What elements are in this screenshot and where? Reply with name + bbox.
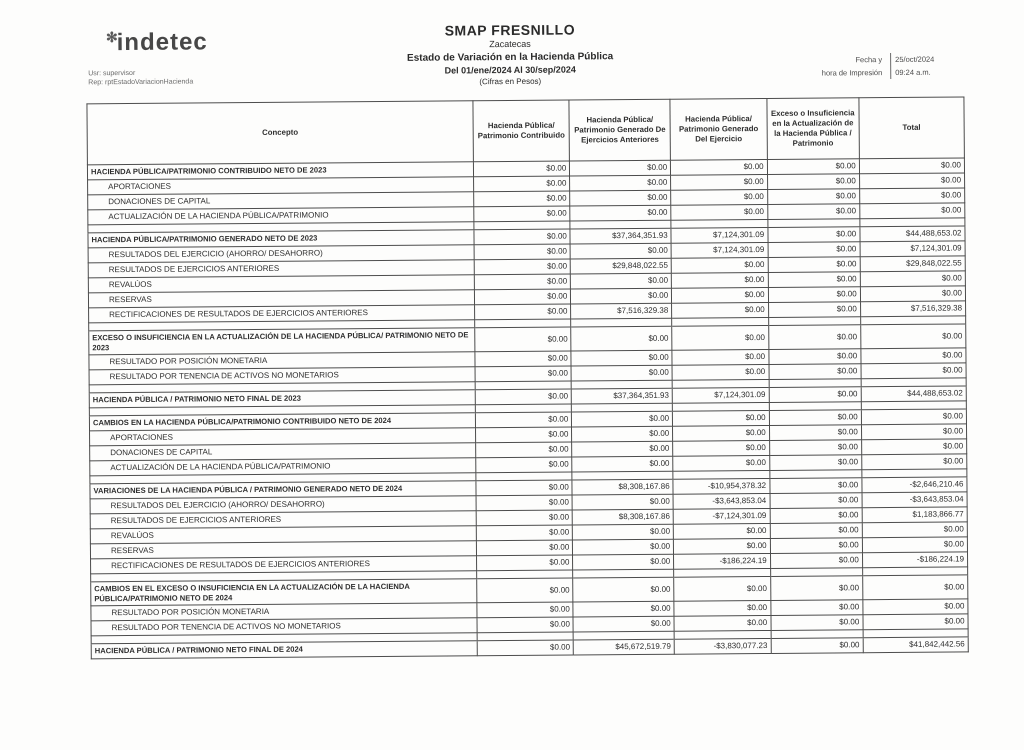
row-value: $0.00: [477, 578, 574, 603]
row-label: ACTUALIZACIÓN DE LA HACIENDA PÚBLICA/PATRIMONIO: [88, 207, 474, 225]
row-value: $7,516,329.38: [860, 301, 965, 317]
row-value: -$3,830,077.23: [674, 638, 771, 654]
row-value: $0.00: [767, 159, 859, 175]
row-value: $0.00: [673, 440, 770, 456]
row-value: -$186,224.19: [862, 552, 967, 568]
row-value: $0.00: [476, 510, 573, 526]
row-label: APORTACIONES: [88, 177, 474, 195]
row-label: RESULTADO POR TENENCIA DE ACTIVOS NO MONETARIOS: [91, 618, 477, 636]
row-value: $0.00: [769, 440, 861, 456]
row-value: $0.00: [863, 599, 968, 615]
row-value: -$7,124,301.09: [673, 508, 770, 524]
report-heading: [0, 18, 1022, 90]
row-value: $8,308,167.86: [572, 509, 673, 525]
row-value: $0.00: [771, 638, 863, 654]
row-value: $0.00: [672, 302, 769, 318]
row-value: $0.00: [573, 577, 674, 602]
statement-table: [86, 96, 968, 659]
row-value: $0.00: [572, 426, 673, 442]
row-value: $1,183,866.77: [862, 507, 967, 523]
report-title: SMAP FRESNILLO: [444, 21, 576, 39]
row-label: RESULTADO POR POSICIÓN MONETARIA: [91, 603, 477, 621]
row-value: $0.00: [769, 349, 861, 365]
row-value: $0.00: [474, 229, 571, 245]
row-value: $0.00: [571, 288, 672, 304]
row-value: $0.00: [860, 324, 965, 349]
row-label: CAMBIOS EN LA HACIENDA PÚBLICA/PATRIMONIO CONTRIBUIDO NETO DE 2024: [89, 413, 475, 431]
row-value: $0.00: [769, 364, 861, 380]
row-value: $0.00: [473, 176, 570, 192]
row-value: $0.00: [768, 227, 860, 243]
row-value: $0.00: [476, 525, 573, 541]
row-label: RESULTADOS DE EJERCICIOS ANTERIORES: [90, 511, 476, 529]
row-value: $0.00: [475, 351, 572, 367]
row-label: CAMBIOS EN EL EXCESO O INSUFICIENCIA EN LA ACTUALIZACIÓN DE LA HACIENDA PÚBLICA/PATRIMONIO NETO DE 2024: [91, 579, 477, 606]
row-value: $0.00: [474, 259, 571, 275]
row-value: $0.00: [473, 161, 570, 177]
row-value: $0.00: [768, 325, 860, 350]
row-value: $0.00: [862, 522, 967, 538]
row-value: $0.00: [861, 348, 966, 364]
row-value: $0.00: [673, 425, 770, 441]
row-value: $0.00: [571, 326, 672, 351]
row-value: $0.00: [861, 454, 966, 470]
row-value: $0.00: [571, 273, 672, 289]
row-label: REVALÚOS: [90, 526, 476, 544]
row-value: $0.00: [673, 523, 770, 539]
row-value: $0.00: [674, 538, 771, 554]
row-value: -$3,643,853.04: [673, 493, 770, 509]
row-value: $0.00: [770, 508, 862, 524]
row-label: HACIENDA PÚBLICA / PATRIMONIO NETO FINAL DE 2024: [91, 641, 477, 659]
row-value: $0.00: [767, 189, 859, 205]
row-label: RESERVAS: [90, 541, 476, 559]
row-value: $0.00: [671, 272, 768, 288]
row-label: RESULTADOS DEL EJERCICIO (AHORRO/ DESAHORRO): [90, 496, 476, 514]
row-value: $0.00: [770, 538, 862, 554]
row-value: $37,364,351.93: [572, 388, 673, 404]
report-line: Rep: rptEstadoVariacionHacienda: [88, 78, 194, 87]
logo-text: indetec: [116, 28, 208, 57]
row-value: $0.00: [859, 203, 964, 219]
row-value: $0.00: [572, 441, 673, 457]
row-value: $0.00: [861, 439, 966, 455]
row-value: $7,124,301.09: [671, 227, 768, 243]
row-label: APORTACIONES: [90, 428, 476, 446]
row-value: $0.00: [477, 640, 574, 656]
row-value: -$10,954,378.32: [673, 478, 770, 494]
row-value: $0.00: [861, 409, 966, 425]
row-label: RESULTADOS DE EJERCICIOS ANTERIORES: [88, 260, 474, 278]
row-value: $0.00: [862, 575, 967, 600]
row-value: $0.00: [863, 614, 968, 630]
row-label: HACIENDA PÚBLICA / PATRIMONIO NETO FINAL DE 2023: [89, 390, 475, 408]
row-value: $0.00: [771, 600, 863, 616]
row-value: $7,124,301.09: [671, 242, 768, 258]
logo-flower-icon: ✻: [105, 29, 119, 46]
row-value: $0.00: [770, 553, 862, 569]
row-value: $0.00: [571, 350, 672, 366]
row-value: $0.00: [570, 243, 671, 259]
report-units: (Cifras en Pesos): [479, 76, 542, 87]
row-value: $0.00: [573, 524, 674, 540]
row-value: $0.00: [860, 271, 965, 287]
report-name: Estado de Variación en la Hacienda Pública: [406, 51, 614, 64]
row-value: $0.00: [671, 159, 768, 175]
row-value: $0.00: [671, 189, 768, 205]
row-value: $0.00: [771, 615, 863, 631]
row-value: $0.00: [475, 427, 572, 443]
row-value: $0.00: [769, 410, 861, 426]
row-value: $0.00: [859, 158, 964, 174]
row-value: $7,124,301.09: [860, 241, 965, 257]
row-value: $0.00: [769, 425, 861, 441]
row-value: $0.00: [859, 188, 964, 204]
time-label: hora de Impresión: [821, 68, 883, 78]
row-value: $41,842,442.56: [863, 637, 968, 653]
time-value: 09:24 a.m.: [890, 65, 964, 79]
row-value: $8,308,167.86: [572, 479, 673, 495]
row-value: $0.00: [770, 493, 862, 509]
row-value: $0.00: [476, 540, 573, 556]
row-value: $0.00: [474, 289, 571, 305]
row-value: $0.00: [860, 286, 965, 302]
row-value: $0.00: [770, 576, 862, 601]
row-value: $37,364,351.93: [570, 228, 671, 244]
col-header-concepto: Concepto: [87, 101, 473, 165]
row-value: $0.00: [476, 457, 573, 473]
row-value: $0.00: [672, 349, 769, 365]
row-value: $0.00: [474, 191, 571, 207]
row-value: $0.00: [767, 174, 859, 190]
row-value: $0.00: [477, 617, 574, 633]
row-value: $0.00: [671, 204, 768, 220]
row-value: $0.00: [768, 257, 860, 273]
row-label: DONACIONES DE CAPITAL: [90, 443, 476, 461]
row-value: $0.00: [573, 601, 674, 617]
header-row: [87, 97, 964, 165]
row-value: $0.00: [671, 174, 768, 190]
report-period: Del 01/ene/2024 Al 30/sep/2024: [444, 64, 576, 76]
row-value: $0.00: [570, 160, 671, 176]
row-value: $0.00: [571, 365, 672, 381]
row-value: $0.00: [672, 325, 769, 350]
row-label: HACIENDA PÚBLICA/PATRIMONIO CONTRIBUIDO NETO DE 2023: [87, 162, 473, 180]
row-value: $44,488,653.02: [860, 226, 965, 242]
row-value: -$186,224.19: [674, 553, 771, 569]
row-value: $0.00: [476, 555, 573, 571]
row-value: $0.00: [769, 387, 861, 403]
row-value: $0.00: [674, 600, 771, 616]
col-header-total: Total: [859, 97, 965, 159]
row-value: $0.00: [770, 478, 862, 494]
row-value: $0.00: [475, 442, 572, 458]
row-value: $0.00: [475, 389, 572, 405]
row-label: RECTIFICACIONES DE RESULTADOS DE EJERCICIOS ANTERIORES: [89, 305, 475, 323]
row-value: $0.00: [475, 366, 572, 382]
row-value: $0.00: [672, 364, 769, 380]
row-value: $0.00: [570, 205, 671, 221]
row-value: $0.00: [673, 455, 770, 471]
col-header-generado-anteriores: Hacienda Pública/ Patrimonio Generado De Ejercicios Anteriores: [569, 99, 670, 161]
row-value: $0.00: [475, 412, 572, 428]
row-label: RECTIFICACIONES DE RESULTADOS DE EJERCICIOS ANTERIORES: [91, 556, 477, 574]
row-label: RESERVAS: [88, 290, 474, 308]
date-label: Fecha y: [855, 55, 883, 65]
row-value: $0.00: [573, 539, 674, 555]
row-value: $0.00: [768, 272, 860, 288]
row-value: $0.00: [768, 287, 860, 303]
row-value: -$2,646,210.46: [862, 477, 967, 493]
row-value: $0.00: [673, 410, 770, 426]
row-value: $0.00: [769, 455, 861, 471]
row-value: $0.00: [573, 616, 674, 632]
report-subtitle: Zacatecas: [489, 38, 531, 50]
row-value: -$3,643,853.04: [862, 492, 967, 508]
row-value: $0.00: [671, 257, 768, 273]
row-label: ACTUALIZACIÓN DE LA HACIENDA PÚBLICA/PATRIMONIO: [90, 458, 476, 476]
row-label: DONACIONES DE CAPITAL: [88, 192, 474, 210]
row-value: $0.00: [475, 327, 572, 352]
row-value: $0.00: [474, 304, 571, 320]
row-value: $29,848,022.55: [860, 256, 965, 272]
user-line: Usr: supervisor: [88, 69, 136, 78]
row-value: $0.00: [476, 495, 573, 511]
row-value: $0.00: [476, 480, 573, 496]
row-value: $0.00: [672, 287, 769, 303]
row-value: $0.00: [570, 175, 671, 191]
row-value: $7,516,329.38: [571, 303, 672, 319]
table-body: [87, 158, 968, 659]
row-value: $0.00: [768, 302, 860, 318]
row-label: EXCESO O INSUFICIENCIA EN LA ACTUALIZACIÓN DE LA HACIENDA PÚBLICA/ PATRIMONIO NETO DE 2023: [89, 328, 475, 355]
row-value: $0.00: [474, 274, 571, 290]
row-value: $0.00: [770, 523, 862, 539]
row-value: $29,848,022.55: [571, 258, 672, 274]
col-header-contribuido: Hacienda Pública/ Patrimonio Contribuido: [473, 100, 570, 162]
row-value: $0.00: [477, 602, 574, 618]
row-value: $0.00: [861, 424, 966, 440]
col-header-exceso: Exceso o Insuficiencia en la Actualización de la Hacienda Pública / Patrimonio: [767, 98, 860, 160]
statement-table-wrap: [86, 96, 968, 659]
row-value: $0.00: [474, 206, 571, 222]
row-value: $0.00: [573, 554, 674, 570]
row-label: REVALÚOS: [88, 275, 474, 293]
col-header-generado-ejercicio: Hacienda Pública/ Patrimonio Generado Del Ejercicio: [670, 98, 767, 160]
row-value: $0.00: [768, 242, 860, 258]
row-value: $0.00: [674, 576, 771, 601]
row-value: $0.00: [862, 537, 967, 553]
row-value: $0.00: [572, 456, 673, 472]
row-value: $0.00: [572, 411, 673, 427]
row-label: RESULTADOS DEL EJERCICIO (AHORRO/ DESAHORRO): [88, 245, 474, 263]
row-value: $0.00: [861, 363, 966, 379]
row-value: $0.00: [674, 615, 771, 631]
row-value: $7,124,301.09: [672, 387, 769, 403]
row-value: $0.00: [859, 173, 964, 189]
row-value: $0.00: [570, 190, 671, 206]
row-label: VARIACIONES DE LA HACIENDA PÚBLICA / PATRIMONIO GENERADO NETO DE 2024: [90, 481, 476, 499]
row-value: $45,672,519.79: [574, 639, 675, 655]
row-label: RESULTADO POR POSICIÓN MONETARIA: [89, 352, 475, 370]
date-value: 25/oct/2024: [890, 52, 964, 66]
row-value: $0.00: [767, 204, 859, 220]
row-value: $44,488,653.02: [861, 386, 966, 402]
row-label: HACIENDA PÚBLICA/PATRIMONIO GENERADO NETO DE 2023: [88, 230, 474, 248]
row-value: $0.00: [474, 244, 571, 260]
row-value: $0.00: [572, 494, 673, 510]
row-label: RESULTADO POR TENENCIA DE ACTIVOS NO MONETARIOS: [89, 367, 475, 385]
